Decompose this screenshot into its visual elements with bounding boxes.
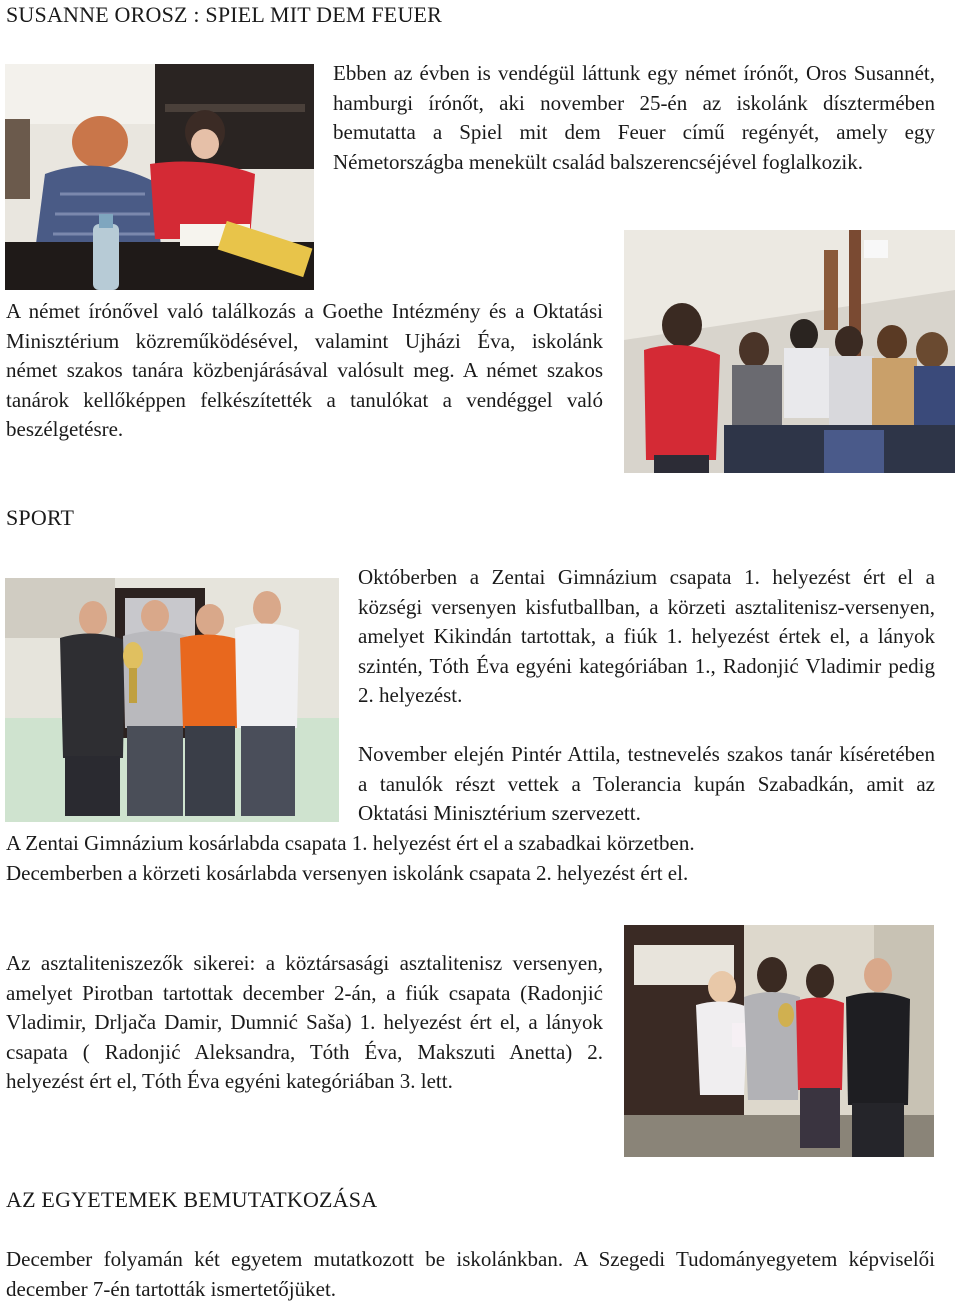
sport-basketball-line-2: Decemberben a körzeti kosárlabda versenyen iskolánk csapata 2. helyezést ért el. (6, 861, 689, 885)
feuer-body-paragraph: A német írónővel való találkozás a Goethe Intézmény és a Oktatási Minisztérium közreműködésével, valamint Ujházi Éva, iskolánk német szakos tanára közbenjárásával valósult meg. A német szakos tanárok kellőképpen felkészítették a tanulókat a vendéggel való beszélgetésre. (6, 299, 603, 442)
sport-paragraph-november: November elején Pintér Attila, testnevelés szakos tanár kíséretében a tanulók részt vettek a Tolerancia kupán Szabadkán, amit az Oktatási Minisztérium szervezett. (358, 742, 935, 826)
sport-paragraph-table-tennis: Az asztaliteniszezők sikerei: a köztársasági asztalitenisz versenyen, amelyet Pirotban tartottak december 2-án, a fiúk csapata (Radonjić Vladimir, Drljača Damir, Dumnić Saša) 1. helyezést ért el, a lányok csapata ( Radonjić Aleksandra, Tóth Éva, Makszuti Anetta) 2. helyezést ért el, Tóth Éva egyéni kategóriában 3. lett. (6, 951, 603, 1094)
photo-author-signing (5, 64, 314, 290)
section-title-sport: SPORT (6, 505, 75, 530)
feuer-intro-paragraph: Ebben az évben is vendégül láttunk egy német írónőt, Oros Susannét, hamburgi írónőt, aki november 25-én az iskolánk dísztermében bemutatta a Spiel mit dem Feuer című regényét, amely egy Németországba menekült család balszerencséjével foglalkozik. (333, 61, 935, 174)
photo-boys-team (5, 578, 339, 822)
photo-girls-team (624, 925, 934, 1157)
section-title-feuer: SUSANNE OROSZ : SPIEL MIT DEM FEUER (6, 2, 443, 27)
section-title-universities: AZ EGYETEMEK BEMUTATKOZÁSA (6, 1187, 378, 1212)
sport-basketball-line-1: A Zentai Gimnázium kosárlabda csapata 1. helyezést ért el a szabadkai körzetben. (6, 831, 695, 855)
universities-paragraph: December folyamán két egyetem mutatkozott be iskolánkban. A Szegedi Tudományegyetem képviselői december 7-én tartották ismertetőjüket. (6, 1247, 935, 1301)
sport-paragraph-october: Októberben a Zentai Gimnázium csapata 1. helyezést ért el a községi versenyen kisfutballban, a körzeti asztalitenisz-versenyen, amelyet Kikindán tartottak, a fiúk 1. helyezést értek el, a lányok szintén, Tóth Éva egyéni kategóriában 1., Radonjić Vladimir pedig 2. helyezést. (358, 565, 935, 708)
photo-classroom-audience (624, 230, 955, 473)
